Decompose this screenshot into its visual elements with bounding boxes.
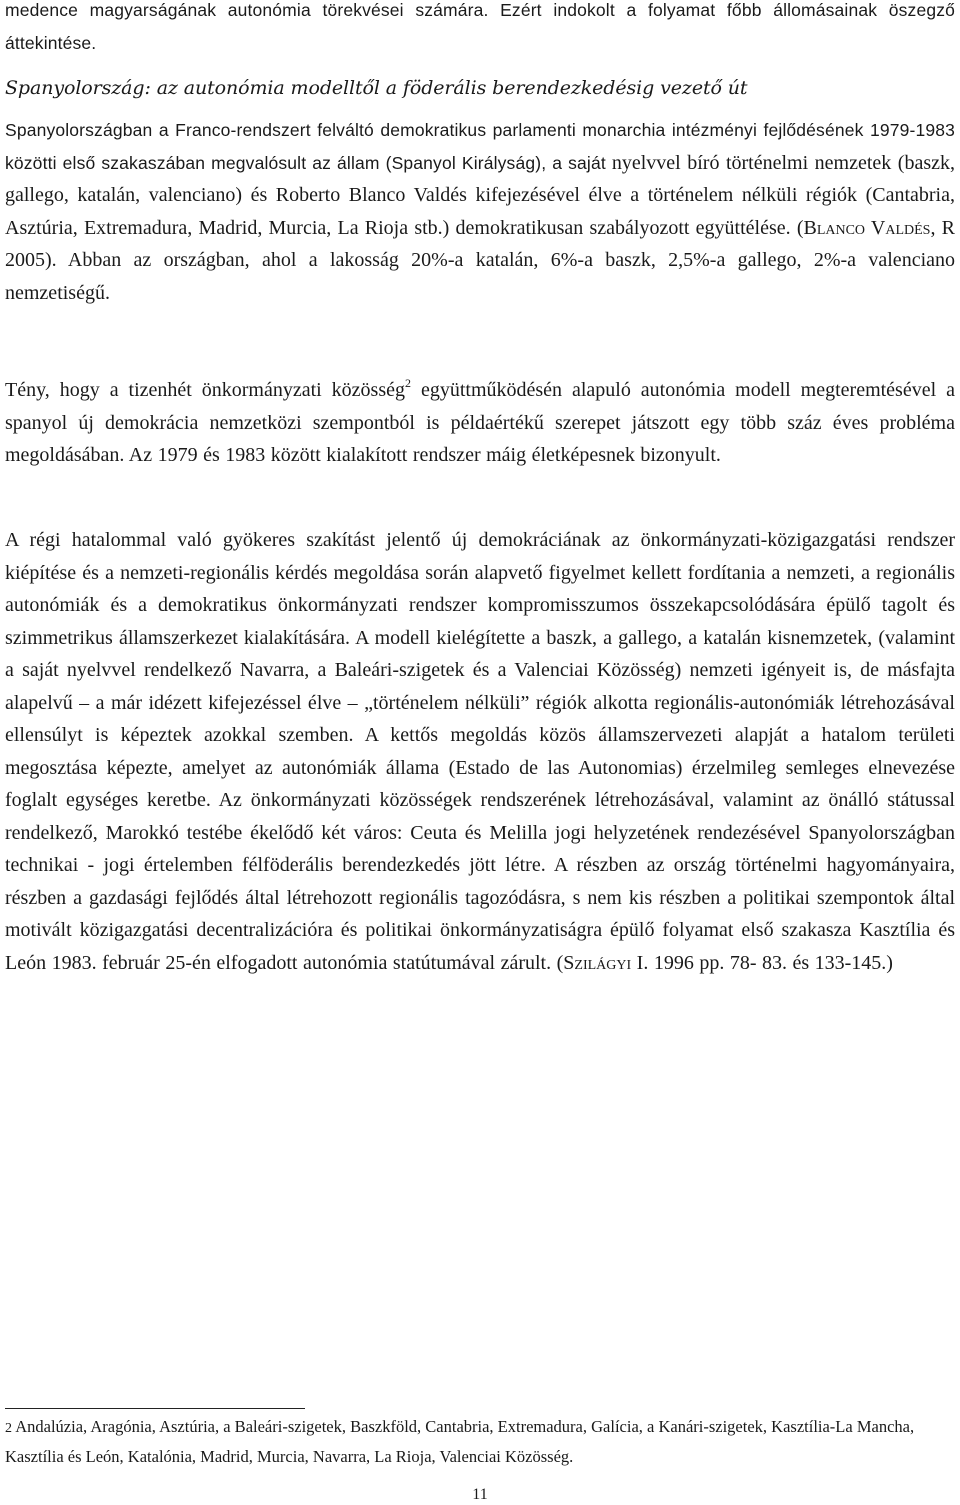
paragraph-2-part-b: együttműködésén alapuló autonómia modell megteremtésével a spanyol új demokrácia nemzetközi szempontból is példaértékű szerepet játszott egy több száz éves probléma megoldásában. Az 1979 és 1983 között kialakított rendszer máig életképesnek bizonyult. xyxy=(5,379,955,466)
page-number: 11 xyxy=(472,1486,488,1503)
footnote-text: Andalúzia, Aragónia, Asztúria, a Baleári-szigetek, Baszkföld, Cantabria, Extremadura, Galícia, a Kanári-szigetek, Kasztília-La Mancha, Kasztília és León, Katalónia, Madrid, Murcia, Navarra, La Rioja, Valenciai Közösség. xyxy=(5,1417,915,1466)
paragraph-1 xyxy=(5,114,955,309)
paragraph-3 xyxy=(5,524,955,979)
paragraph-3-part-a: A régi hatalommal való gyökeres szakítást jelentő új demokráciának az önkormányzati-közigazgatási rendszer kiépítése és a nemzeti-regionális kérdés megoldása során alapvető figyelmet kellett fordítania a nemzeti, a regionális autonómiák és a demokratikus önkormányzati rendszer kompromisszumos összekapcsolódására épülő tagolt és szimmetrikus államszerkezet kialakítására. A modell kielégítette a baszk, a gallego, a katalán kisnemzetek, (valamint a saját nyelvvel rendelkező Navarra, a Baleári-szigetek és a Valenciai Közösség) nemzeti igényeit is, de másfajta alapelvű – a már idézett kifejezéssel élve – „történelem nélküli” régiók alkotta regionális-autonómiák létrehozásával ellensúlyt is képeztek azokkal szemben. A kettős megoldás közös államszervezeti alapját a hatalom területi megosztása képezte, amelyet az autonómiák állama (Estado de las Autonomias) érzelmileg semleges elnevezése foglalt egységes keretbe. Az önkormányzati közösségek rendszerének létrehozásával, valamint az önálló státussal rendelkező, Marokkó testébe ékelődő két város: Ceuta és Melilla jogi helyzetének rendezésével Spanyolországban technikai - jogi értelemben félföderális berendezkedés jött létre. A részben az ország történelmi hagyományaira, részben a gazdasági fejlődés által létrehozott regionális tagozódásra, s nem kis részben a politikai szempontok által motivált közigazgatási decentralizációra és politikai önkormányzatiságra épülő folyamat első szakasza Kasztília és León 1983. február 25-én elfogadott autonómia statútumával zárult. ( xyxy=(5,529,955,974)
footnote xyxy=(5,1413,955,1471)
citation-author: Blanco Valdés xyxy=(803,216,931,239)
paragraph-1-part-c: , R 2005). Abban az országban, ahol a lakosság 20%-a katalán, 6%-a baszk, 2,5%-a gallego, 2%-a valenciano nemzetiségű. xyxy=(5,216,955,304)
footnote-separator xyxy=(5,1408,305,1409)
section-heading: Spanyolország: az autonómia modelltől a föderális berendezkedésig vezető út xyxy=(5,77,748,99)
citation-author: Szilágyi xyxy=(563,951,632,974)
paragraph-1-part-a: Spanyolországban a Franco-rendszert felváltó demokratikus parlamenti monarchia intézményi fejlődésének 1979-1983 közötti első szakaszában megvalósult az állam (Spanyol Királyság), a saját xyxy=(5,120,955,173)
paragraph-2-part-a: Tény, hogy a tizenhét önkormányzati közösség xyxy=(5,379,405,401)
footnote-reference[interactable]: 2 xyxy=(405,376,411,390)
paragraph-1-part-b: nyelvvel bíró történelmi nemzetek (baszk, gallego, katalán, valenciano) és Roberto Blanco Valdés kifejezésével élve a történelem nélküli régiók (Cantabria, Asztúria, Extremadura, Madrid, Murcia, La Rioja stb.) demokratikusan szabályozott együttélése. ( xyxy=(5,151,955,239)
intro-fragment-paragraph: medence magyarságának autonómia törekvései számára. Ezért indokolt a folyamat főbb állomásainak öszegző áttekintése. xyxy=(5,0,955,53)
footnote-number: 2 xyxy=(5,1421,12,1436)
paragraph-2 xyxy=(5,374,955,472)
paragraph-3-part-b: I. 1996 pp. 78- 83. és 133-145.) xyxy=(631,951,893,974)
